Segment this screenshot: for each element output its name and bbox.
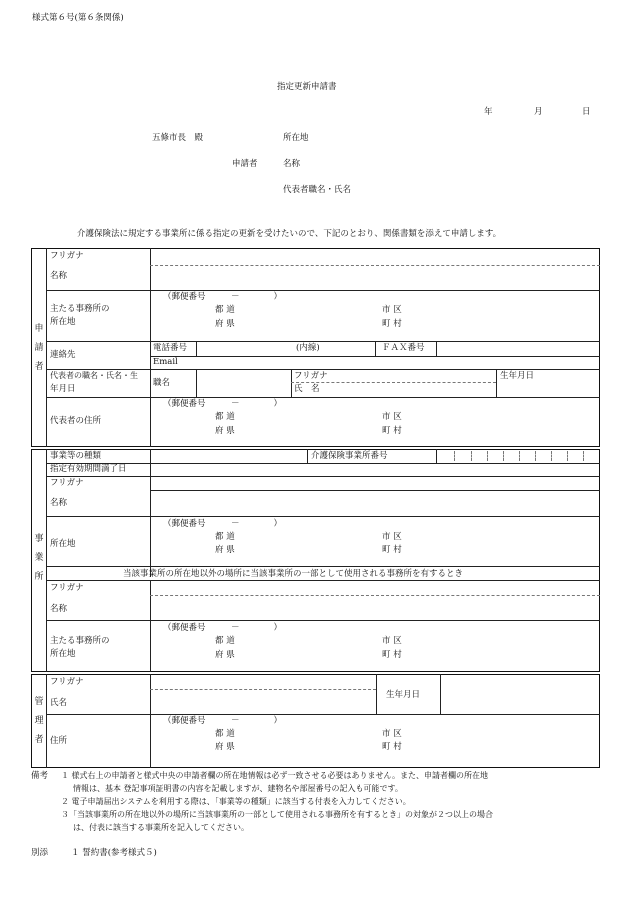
rep-birth-label: 生年月日 [500,371,535,381]
manager-postal: （郵便番号 － ） [163,716,283,726]
note-1b: 情報は、基本 登記事項証明書の内容を記載しますが、建物名や部屋番号の記入も可能です。 [73,784,403,793]
office-address-label: 所在地 [50,539,76,549]
fax-label: ＦＡＸ番号 [382,343,425,353]
manager-furigana-label: フリガナ [50,677,84,687]
page-title: 指定更新申請書 [277,82,337,92]
office-name-label: 名称 [50,498,68,508]
note-2: ２ 電子申請届出システムを利用する際は、「事業等の種類」に該当する付表を入力してください。 [61,797,411,806]
manager-name-label: 氏名 [50,698,68,708]
expiry-label: 指定有効期間満了日 [50,464,127,474]
to-do-label: 都 道 [215,305,235,315]
other-main-office-label2: 所在地 [50,649,76,659]
care-number-label: 介護保険事業所番号 [311,451,388,461]
attachment-item: １ 誓約書(参考様式５) [71,848,157,858]
manager-side-label: 管理者 [34,697,44,745]
rep-title-label2: 年月日 [50,384,76,394]
manager-shi-ku: 市 区 [382,729,402,739]
other-to-do: 都 道 [215,636,235,646]
office-shi-ku: 市 区 [382,532,402,542]
date-year: 年 [484,107,493,117]
note-3b: は、付表に該当する事業所を記入してください。 [73,823,249,832]
office-section [31,449,600,672]
note-1a: １ 様式右上の申請者と様式中央の申請者欄の所在地情報は必ず一致させる必要はありません。また、申請者欄の所在地 [61,771,489,780]
rep-name-label: 氏 名 [294,384,320,394]
rep-title-label: 代表者の職名・氏名・生 [50,371,138,380]
note-3a: ３「当該事業所の所在地以外の場所に当該事業所の一部として使用される事務所を有するとき」の対象が２つ以上の場合 [61,810,493,819]
office-side-label: 事業所 [34,534,44,582]
email-label: Email [153,357,178,367]
rep-postal: （郵便番号 － ） [163,399,283,409]
office-fu-ken: 府 県 [215,545,235,555]
manager-fu-ken: 府 県 [215,742,235,752]
date-month: 月 [534,107,543,117]
rep-cho-son: 町 村 [382,426,402,436]
contact-label: 連絡先 [50,350,76,360]
office-cho-son: 町 村 [382,545,402,555]
postal-code: （郵便番号 － ） [163,292,283,302]
rep-to-do: 都 道 [215,412,235,422]
phone-label: 電話番号 [153,343,188,353]
other-main-office-label: 主たる事務所の [50,636,110,646]
office-postal: （郵便番号 － ） [163,519,283,529]
applicant-name-label: 名称 [283,159,301,169]
other-postal: （郵便番号 － ） [163,623,283,633]
manager-cho-son: 町 村 [382,742,402,752]
other-fu-ken: 府 県 [215,650,235,660]
notes-label: 備考 [31,771,49,781]
intro-text: 介護保険法に規定する事業所に係る指定の更新を受けたいので、下記のとおり、関係書類を添えて申請します。 [77,229,502,239]
form-number: 様式第６号(第６条関係) [32,13,124,23]
main-office-label: 主たる事務所の [50,304,110,314]
main-office-label2: 所在地 [50,317,76,327]
attachment-label: 別添 [31,848,49,858]
manager-birth-label: 生年月日 [386,690,421,700]
office-furigana-label: フリガナ [50,478,84,488]
post-label: 職名 [153,378,171,388]
representative-label: 代表者職名・氏名 [283,185,352,195]
extension-label: (内線) [296,343,320,353]
manager-address-label: 住所 [50,736,68,746]
other-furigana-label: フリガナ [50,583,84,593]
applicant-address-label: 所在地 [283,133,309,143]
other-cho-son: 町 村 [382,650,402,660]
applicant-name-label2: 名称 [50,271,68,281]
other-shi-ku: 市 区 [382,636,402,646]
fu-ken-label: 府 県 [215,319,235,329]
cho-son-label: 町 村 [382,319,402,329]
manager-to-do: 都 道 [215,729,235,739]
rep-address-label: 代表者の住所 [50,416,102,426]
business-type-label: 事業等の種類 [50,451,102,461]
office-to-do: 都 道 [215,532,235,542]
other-location-label: 当該事業所の所在地以外の場所に当該事業所の一部として使用される事務所を有するとき [123,569,464,579]
rep-furigana-label: フリガナ [294,371,328,381]
shi-ku-label: 市 区 [382,305,402,315]
addressee: 五條市長 殿 [152,133,204,143]
other-name-label: 名称 [50,604,68,614]
rep-fu-ken: 府 県 [215,426,235,436]
date-day: 日 [582,107,591,117]
rep-shi-ku: 市 区 [382,412,402,422]
applicant-furigana-label: フリガナ [50,251,84,261]
applicant-side-label: 申請者 [34,324,44,372]
applicant-label: 申請者 [232,159,258,169]
